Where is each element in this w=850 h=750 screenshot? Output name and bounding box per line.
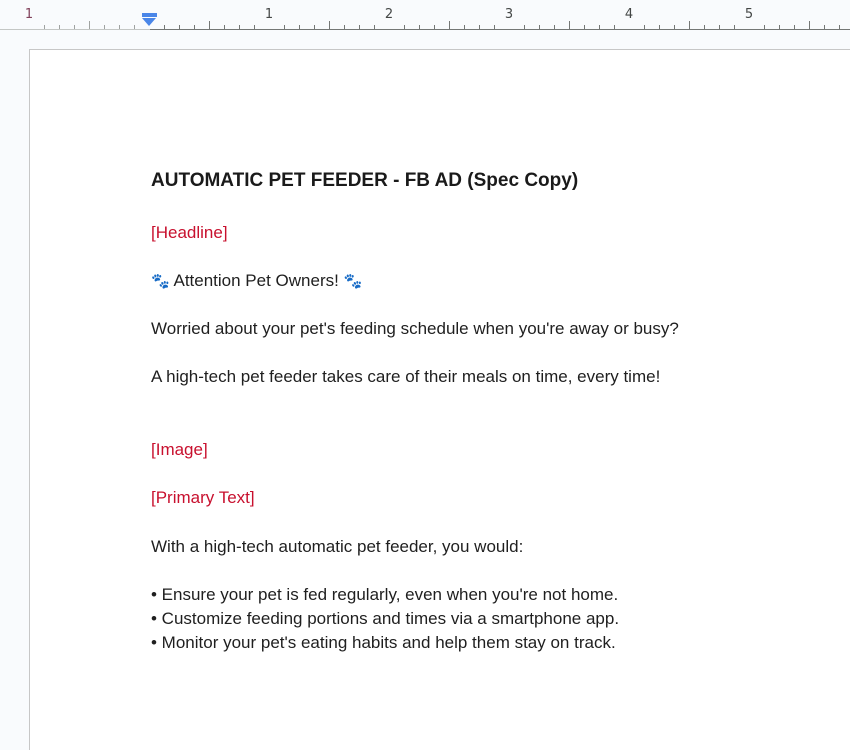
bullet-item: • Monitor your pet's eating habits and help them stay on track. [151, 633, 616, 652]
ruler-tick [404, 25, 405, 29]
ruler-number: 5 [744, 7, 754, 22]
attention-text: Attention Pet Owners! [173, 271, 339, 290]
horizontal-ruler[interactable] [0, 0, 850, 30]
ruler-tick [359, 25, 360, 29]
ruler-number: 4 [624, 7, 634, 22]
ruler-tick [254, 25, 255, 29]
ruler-tick [599, 25, 600, 29]
ruler-tick [179, 25, 180, 29]
ruler-tick [674, 25, 675, 29]
ruler-tick [119, 25, 120, 29]
ruler-tick [89, 21, 90, 29]
ruler-tick [44, 25, 45, 29]
ruler-tick [719, 25, 720, 29]
ruler-tick [494, 25, 495, 29]
ruler-tick [764, 25, 765, 29]
indent-triangle-icon [142, 18, 156, 26]
document-title: AUTOMATIC PET FEEDER - FB AD (Spec Copy) [151, 170, 579, 191]
primary-text-label: [Primary Text] [151, 488, 255, 507]
ruler-baseline [150, 29, 850, 30]
ruler-tick [539, 25, 540, 29]
ruler-tick [689, 21, 690, 29]
ruler-number: 1 [24, 7, 34, 22]
ruler-tick [59, 25, 60, 29]
ruler-tick [419, 25, 420, 29]
document-page[interactable] [29, 49, 850, 750]
ruler-tick [464, 25, 465, 29]
headline-label: [Headline] [151, 223, 228, 242]
ruler-tick [479, 25, 480, 29]
intro-paragraph: With a high-tech automatic pet feeder, you would: [151, 537, 524, 556]
ruler-tick [809, 21, 810, 29]
paw-prints-icon: 🐾 [343, 273, 363, 290]
ruler-tick [104, 25, 105, 29]
ruler-tick [284, 25, 285, 29]
indent-bar-icon [142, 13, 157, 17]
ruler-tick [824, 25, 825, 29]
ruler-tick [344, 25, 345, 29]
ruler-tick [434, 25, 435, 29]
ruler-tick [134, 25, 135, 29]
ruler-tick [614, 25, 615, 29]
ruler-tick [794, 25, 795, 29]
ruler-tick [839, 25, 840, 29]
ruler-tick [644, 25, 645, 29]
ruler-tick [704, 25, 705, 29]
bullet-item: • Customize feeding portions and times via a smartphone app. [151, 609, 620, 628]
image-label: [Image] [151, 440, 208, 459]
ruler-tick [584, 25, 585, 29]
ruler-tick [779, 25, 780, 29]
ruler-tick [224, 25, 225, 29]
ruler-number: 3 [504, 7, 514, 22]
ruler-tick [74, 25, 75, 29]
ruler-tick [329, 21, 330, 29]
promise-paragraph: A high-tech pet feeder takes care of their meals on time, every time! [151, 367, 661, 386]
ruler-tick [299, 25, 300, 29]
ruler-tick [569, 21, 570, 29]
attention-line [151, 271, 362, 291]
question-paragraph: Worried about your pet's feeding schedule when you're away or busy? [151, 319, 679, 338]
ruler-tick [449, 21, 450, 29]
ruler-tick [239, 25, 240, 29]
ruler-tick [194, 25, 195, 29]
ruler-tick [734, 25, 735, 29]
ruler-tick [659, 25, 660, 29]
bullet-item: • Ensure your pet is fed regularly, even when you're not home. [151, 585, 619, 604]
ruler-tick [554, 25, 555, 29]
first-line-indent-marker[interactable] [142, 13, 157, 27]
paw-prints-icon: 🐾 [151, 273, 170, 290]
ruler-margin-baseline [0, 29, 150, 30]
ruler-number: 1 [264, 7, 274, 22]
ruler-number: 2 [384, 7, 394, 22]
ruler-tick [374, 25, 375, 29]
ruler-tick [314, 25, 315, 29]
ruler-tick [524, 25, 525, 29]
ruler-tick [164, 25, 165, 29]
ruler-tick [209, 21, 210, 29]
